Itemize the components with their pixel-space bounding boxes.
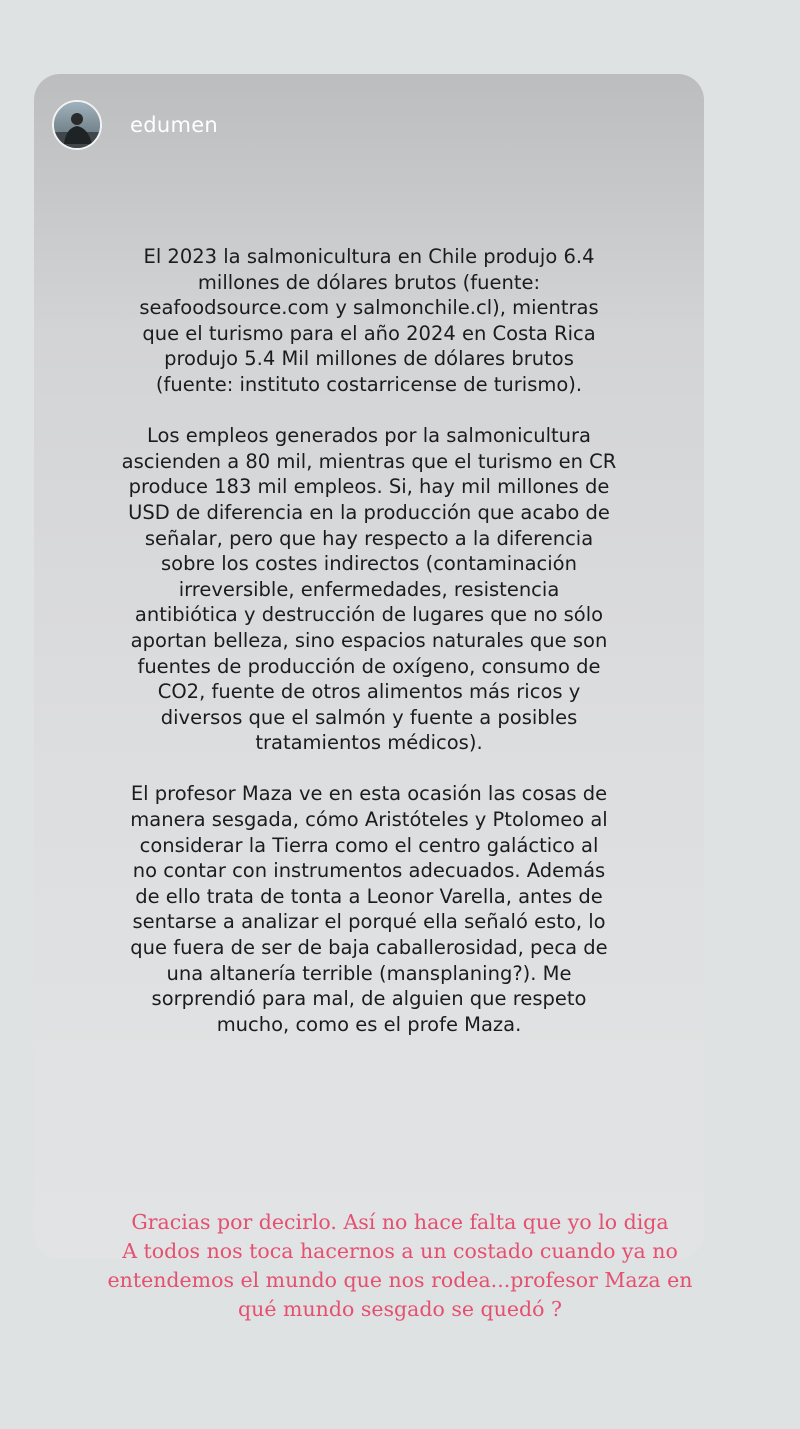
text-line: fuentes de producción de oxígeno, consumo de [137, 654, 601, 678]
text-line: que fuera de ser de baja caballerosidad, peca de [130, 936, 608, 960]
text-line: diversos que el salmón y fuente a posibles [160, 705, 578, 729]
text-line: produce 183 mil empleos. Si, hay mil millones de [128, 475, 610, 499]
story-reply-text [60, 1208, 740, 1324]
text-line: tratamientos médicos). [255, 731, 483, 755]
text-line: millones de dólares brutos (fuente: [197, 270, 541, 294]
post-body [74, 244, 664, 1037]
text-line: antibiótica y destrucción de lugares que no sólo [134, 603, 604, 627]
text-line: de ello trata de tonta a Leonor Varella, antes de [135, 884, 603, 908]
text-line: manera sesgada, cómo Aristóteles y Ptolomeo al [130, 808, 608, 832]
shared-post-card[interactable] [34, 74, 704, 1259]
username[interactable]: edumen [130, 113, 219, 137]
text-line: Los empleos generados por la salmonicultura [146, 424, 592, 448]
text-line: USD de diferencia en la producción que acabo de [128, 500, 610, 524]
text-line: (fuente: instituto costarricense de turismo). [155, 372, 583, 396]
text-line: ascienden a 80 mil, mientras que el turismo en CR [121, 449, 617, 473]
avatar[interactable] [52, 100, 102, 150]
text-line: una altanería terrible (mansplaning?). Me [166, 961, 572, 985]
reply-line: A todos nos toca hacernos a un costado cuando ya no [122, 1239, 678, 1263]
paragraph-2 [74, 423, 664, 756]
reply-line: qué mundo sesgado se quedó ? [238, 1297, 562, 1321]
text-line: irreversible, enfermedades, resistencia [178, 577, 560, 601]
reply-line: Gracias por decirlo. Así no hace falta que yo lo diga [131, 1210, 669, 1234]
text-line: considerar la Tierra como el centro galáctico al [139, 833, 599, 857]
text-line: CO2, fuente de otros alimentos más ricos y [157, 680, 581, 704]
text-line: no contar con instrumentos adecuados. Además [132, 859, 606, 883]
profile-photo-avatar-icon [54, 102, 100, 148]
text-line: seafoodsource.com y salmonchile.cl), mientras [139, 296, 599, 320]
text-line: señalar, pero que hay respecto a la diferencia [144, 526, 594, 550]
paragraph-1 [74, 244, 664, 398]
reply-line: entendemos el mundo que nos rodea...profesor Maza en [107, 1268, 693, 1292]
text-line: El profesor Maza ve en esta ocasión las cosas de [130, 782, 608, 806]
text-line: que el turismo para el año 2024 en Costa Rica [142, 321, 596, 345]
paragraph-3 [74, 781, 664, 1037]
text-line: sorprendió para mal, de alguien que respeto [151, 987, 587, 1011]
text-line: produjo 5.4 Mil millones de dólares brutos [164, 347, 574, 371]
text-line: El 2023 la salmonicultura en Chile produjo 6.4 [143, 245, 595, 268]
text-line: aportan belleza, sino espacios naturales que son [130, 628, 608, 652]
post-header[interactable] [52, 98, 218, 152]
text-line: mucho, como es el profe Maza. [216, 1012, 522, 1036]
text-line: sentarse a analizar el porqué ella señaló esto, lo [132, 910, 606, 934]
text-line: sobre los costes indirectos (contaminación [161, 552, 577, 576]
